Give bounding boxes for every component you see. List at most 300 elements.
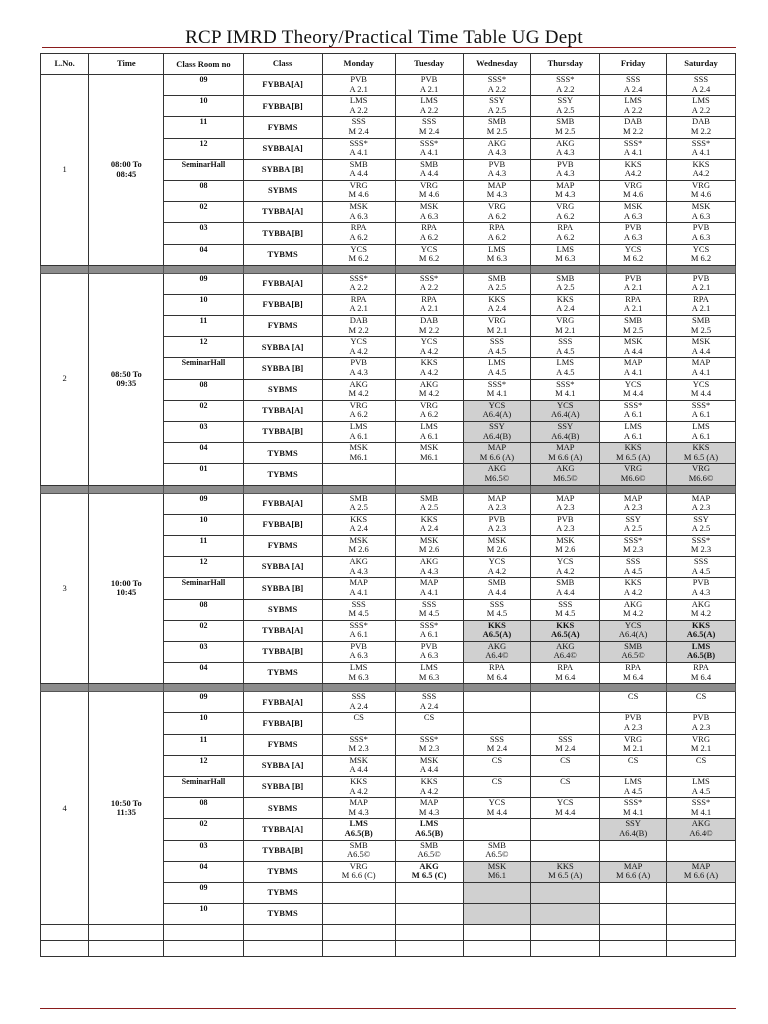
timetable-cell: MAP A 4.1 <box>395 578 463 599</box>
timetable-cell: MAP A 2.3 <box>667 493 736 514</box>
blank-cell <box>89 941 164 957</box>
class-name: SYBMS <box>243 379 322 400</box>
timetable-cell: LMS A 4.5 <box>531 358 600 379</box>
table-row <box>41 75 736 96</box>
timetable-cell: AKG M 4.2 <box>667 599 736 620</box>
timetable-cell: SSS* A 4.1 <box>395 138 463 159</box>
separator-cell <box>667 485 736 493</box>
timetable-cell: KKS M 6.5 (A) <box>600 443 667 464</box>
timetable-cell: VRG M 6.6 (C) <box>322 861 395 882</box>
class-name: TYBBA[B] <box>243 422 322 443</box>
blank-cell <box>463 941 531 957</box>
timetable-cell: SSS M 2.4 <box>322 117 395 138</box>
table-row <box>41 273 736 294</box>
timetable-cell: MAP M 6.6 (A) <box>667 861 736 882</box>
separator-cell <box>164 684 243 692</box>
timetable-cell: VRG A 6.2 <box>322 400 395 421</box>
timetable-cell: SSS A 2.4 <box>600 75 667 96</box>
timetable-cell <box>322 464 395 485</box>
separator-cell <box>89 485 164 493</box>
separator-cell <box>667 265 736 273</box>
timetable-cell: SMB M 2.5 <box>600 316 667 337</box>
timetable-cell: SSY A6.4(B) <box>531 422 600 443</box>
timetable-cell: MSK A 4.4 <box>600 337 667 358</box>
lecture-number: 1 <box>41 75 89 266</box>
timetable-cell: PVB A 2.1 <box>600 273 667 294</box>
timetable-cell: PVB A 2.3 <box>531 514 600 535</box>
timetable-cell: SSS M 4.5 <box>531 599 600 620</box>
timetable-cell: VRG M 2.1 <box>531 316 600 337</box>
timetable-cell: YCS A6.4(A) <box>531 400 600 421</box>
blank-cell <box>600 925 667 941</box>
timetable-cell: SMB M 2.5 <box>667 316 736 337</box>
class-name: TYBBA[A] <box>243 400 322 421</box>
timetable-cell: YCS M 4.4 <box>463 798 531 819</box>
timetable-cell: KKS A4.2 <box>667 159 736 180</box>
class-name: SYBBA[A] <box>243 138 322 159</box>
lecture-number: 2 <box>41 273 89 485</box>
classroom-number: SeminarHall <box>164 159 243 180</box>
timetable-cell: SMB A6.5© <box>395 840 463 861</box>
timetable-cell: YCS A6.4(A) <box>463 400 531 421</box>
timetable-cell: AKG A 4.3 <box>395 557 463 578</box>
timetable-cell: MAP M 4.3 <box>531 180 600 201</box>
class-name: TYBBA[A] <box>243 620 322 641</box>
timetable-cell: PVB A 6.3 <box>322 641 395 662</box>
timetable-cell: AKG M 4.2 <box>322 379 395 400</box>
classroom-number: 01 <box>164 464 243 485</box>
timetable <box>40 53 736 957</box>
timetable-cell: RPA A 2.1 <box>322 294 395 315</box>
timetable-cell: PVB A 4.3 <box>531 159 600 180</box>
timetable-cell: RPA A 6.2 <box>463 223 531 244</box>
timetable-cell: CS <box>531 777 600 798</box>
timetable-cell: DAB M 2.2 <box>667 117 736 138</box>
timetable-cell: SMB A 2.5 <box>395 493 463 514</box>
timetable-cell: SSS* A 4.1 <box>667 138 736 159</box>
separator-cell <box>243 265 322 273</box>
class-name: SYBMS <box>243 798 322 819</box>
page-title: RCP IMRD Theory/Practical Time Table UG Dept <box>185 27 583 48</box>
timetable-cell: CS <box>395 713 463 734</box>
timetable-cell: YCS M 4.4 <box>531 798 600 819</box>
timetable-cell: YCS M 4.4 <box>600 379 667 400</box>
timetable-cell: SSS* M 2.3 <box>322 734 395 755</box>
timetable-cell: SSS M 2.4 <box>531 734 600 755</box>
class-name: FYBBA[A] <box>243 493 322 514</box>
timetable-cell: MSK M6.1 <box>463 861 531 882</box>
separator-cell <box>531 485 600 493</box>
classroom-number: 12 <box>164 337 243 358</box>
class-name: TYBMS <box>243 663 322 684</box>
classroom-number: 10 <box>164 96 243 117</box>
timetable-cell: YCS A 4.2 <box>322 337 395 358</box>
timetable-cell: SSS M 2.4 <box>395 117 463 138</box>
timetable-cell: CS <box>322 713 395 734</box>
timetable-cell: SSS* M 4.1 <box>531 379 600 400</box>
timetable-cell: SMB A 4.4 <box>322 159 395 180</box>
class-name: SYBBA [A] <box>243 337 322 358</box>
classroom-number: 10 <box>164 514 243 535</box>
timetable-cell: SSS* M 4.1 <box>600 798 667 819</box>
timetable-cell: DAB M 2.2 <box>322 316 395 337</box>
timetable-cell: SMB A6.5© <box>322 840 395 861</box>
classroom-number: 08 <box>164 379 243 400</box>
class-name: TYBMS <box>243 244 322 265</box>
separator-cell <box>322 265 395 273</box>
timetable-cell <box>667 840 736 861</box>
separator-cell <box>531 265 600 273</box>
timetable-cell: SSS A 4.5 <box>531 337 600 358</box>
timetable-cell: KKS A 4.2 <box>395 358 463 379</box>
timetable-cell: KKS A 2.4 <box>463 294 531 315</box>
timetable-cell: VRG M 4.6 <box>667 180 736 201</box>
timetable-cell: RPA A 6.2 <box>322 223 395 244</box>
timetable-cell: LMS A6.5(B) <box>667 641 736 662</box>
timetable-cell: LMS A 4.5 <box>463 358 531 379</box>
timetable-cell: MSK A 4.4 <box>322 755 395 776</box>
blank-cell <box>243 941 322 957</box>
separator-cell <box>667 684 736 692</box>
header-lno: L.No. <box>41 54 89 75</box>
timetable-cell: KKS A 2.4 <box>531 294 600 315</box>
timetable-cell <box>600 840 667 861</box>
lecture-time: 08:50 To 09:35 <box>89 273 164 485</box>
timetable-cell: PVB A 2.3 <box>600 713 667 734</box>
timetable-cell: CS <box>600 692 667 713</box>
table-row <box>41 493 736 514</box>
lecture-time: 10:00 To 10:45 <box>89 493 164 684</box>
timetable-cell: KKS A4.2 <box>600 159 667 180</box>
timetable-cell: AKG M 6.5 (C) <box>395 861 463 882</box>
blank-row <box>41 925 736 941</box>
timetable-cell: SSS* A 6.1 <box>322 620 395 641</box>
separator-cell <box>395 684 463 692</box>
timetable-cell: MAP M 6.6 (A) <box>600 861 667 882</box>
timetable-cell: LMS A6.5(B) <box>322 819 395 840</box>
lecture-time: 10:50 To 11:35 <box>89 692 164 925</box>
header-time: Time <box>89 54 164 75</box>
timetable-cell: YCS M 6.2 <box>667 244 736 265</box>
classroom-number: 11 <box>164 734 243 755</box>
timetable-cell <box>531 882 600 903</box>
timetable-cell: SMB A6.5© <box>600 641 667 662</box>
timetable-cell: DAB M 2.2 <box>395 316 463 337</box>
timetable-cell <box>322 904 395 925</box>
timetable-cell: AKG A 4.3 <box>322 557 395 578</box>
timetable-cell: LMS A 2.2 <box>322 96 395 117</box>
timetable-cell: MSK M 2.6 <box>531 535 600 556</box>
classroom-number: 04 <box>164 861 243 882</box>
separator-cell <box>531 684 600 692</box>
blank-cell <box>243 925 322 941</box>
blank-cell <box>667 925 736 941</box>
classroom-number: 03 <box>164 223 243 244</box>
classroom-number: 10 <box>164 904 243 925</box>
timetable-cell: LMS A 2.2 <box>600 96 667 117</box>
separator-cell <box>395 265 463 273</box>
classroom-number: 03 <box>164 840 243 861</box>
timetable-cell: MSK M 2.6 <box>463 535 531 556</box>
separator-cell <box>322 684 395 692</box>
timetable-cell: MSK M6.1 <box>395 443 463 464</box>
timetable-cell: SSS* M 4.1 <box>463 379 531 400</box>
timetable-cell: RPA A 6.2 <box>395 223 463 244</box>
lecture-number: 3 <box>41 493 89 684</box>
timetable-cell: SSS M 4.5 <box>322 599 395 620</box>
header-saturday: Saturday <box>667 54 736 75</box>
timetable-cell: MSK M6.1 <box>322 443 395 464</box>
timetable-cell: KKS A 4.2 <box>322 777 395 798</box>
timetable-cell: KKS A6.5(A) <box>463 620 531 641</box>
timetable-cell: PVB A 2.3 <box>463 514 531 535</box>
classroom-number: 08 <box>164 599 243 620</box>
timetable-cell: LMS M 6.3 <box>463 244 531 265</box>
timetable-cell: MSK A 4.4 <box>395 755 463 776</box>
separator-cell <box>463 684 531 692</box>
timetable-cell: SSS A 4.5 <box>463 337 531 358</box>
timetable-cell <box>531 840 600 861</box>
class-name: FYBMS <box>243 117 322 138</box>
timetable-cell <box>531 713 600 734</box>
blank-cell <box>600 941 667 957</box>
timetable-cell: SSY A 2.5 <box>667 514 736 535</box>
classroom-number: SeminarHall <box>164 777 243 798</box>
timetable-cell: KKS A 2.4 <box>322 514 395 535</box>
header-monday: Monday <box>322 54 395 75</box>
class-name: FYBBA[B] <box>243 713 322 734</box>
timetable-cell: SMB A6.5© <box>463 840 531 861</box>
header-tuesday: Tuesday <box>395 54 463 75</box>
classroom-number: 09 <box>164 882 243 903</box>
timetable-cell: MAP A 4.1 <box>600 358 667 379</box>
separator-cell <box>600 684 667 692</box>
blank-cell <box>395 941 463 957</box>
header-class: Class <box>243 54 322 75</box>
timetable-cell: SSS M 4.5 <box>463 599 531 620</box>
class-name: TYBBA[B] <box>243 641 322 662</box>
timetable-cell: LMS A 6.1 <box>667 422 736 443</box>
separator-cell <box>164 485 243 493</box>
classroom-number: 09 <box>164 493 243 514</box>
timetable-body <box>41 75 736 957</box>
timetable-cell: VRG M 2.1 <box>600 734 667 755</box>
timetable-cell: YCS A 4.2 <box>395 337 463 358</box>
timetable-cell: SSS* A 6.1 <box>667 400 736 421</box>
timetable-cell: KKS M 6.5 (A) <box>667 443 736 464</box>
timetable-cell <box>667 882 736 903</box>
class-name: FYBBA[B] <box>243 96 322 117</box>
timetable-cell: VRG M6.6© <box>600 464 667 485</box>
timetable-cell: AKG A 4.3 <box>531 138 600 159</box>
blank-cell <box>89 925 164 941</box>
separator-cell <box>41 684 89 692</box>
timetable-cell: CS <box>667 692 736 713</box>
timetable-cell: SMB A 2.5 <box>531 273 600 294</box>
class-name: TYBMS <box>243 904 322 925</box>
timetable-cell: CS <box>667 755 736 776</box>
timetable-cell: CS <box>463 777 531 798</box>
timetable-cell: YCS M 6.2 <box>600 244 667 265</box>
timetable-cell: MAP A 2.3 <box>600 493 667 514</box>
timetable-cell: PVB A 2.1 <box>322 75 395 96</box>
timetable-cell: KKS A 4.2 <box>395 777 463 798</box>
classroom-number: 03 <box>164 422 243 443</box>
timetable-cell: RPA M 6.4 <box>667 663 736 684</box>
timetable-cell: RPA M 6.4 <box>600 663 667 684</box>
timetable-cell: SSS* M 2.3 <box>395 734 463 755</box>
separator-cell <box>89 265 164 273</box>
class-name: TYBMS <box>243 443 322 464</box>
separator-cell <box>600 265 667 273</box>
footer-rule <box>40 1008 736 1009</box>
separator-row <box>41 684 736 692</box>
timetable-cell: YCS A 4.2 <box>463 557 531 578</box>
blank-cell <box>164 925 243 941</box>
timetable-cell: SSY A 2.5 <box>531 96 600 117</box>
timetable-cell: VRG A 6.2 <box>531 202 600 223</box>
timetable-cell: MAP A 2.3 <box>463 493 531 514</box>
timetable-cell: SSS* A 6.1 <box>600 400 667 421</box>
classroom-number: 02 <box>164 819 243 840</box>
separator-cell <box>463 485 531 493</box>
timetable-cell: SSS* A 2.2 <box>395 273 463 294</box>
timetable-cell: LMS A 6.1 <box>600 422 667 443</box>
classroom-number: 11 <box>164 316 243 337</box>
timetable-cell: RPA A 6.2 <box>531 223 600 244</box>
timetable-cell: LMS M 6.3 <box>322 663 395 684</box>
classroom-number: 09 <box>164 692 243 713</box>
classroom-number: 12 <box>164 138 243 159</box>
timetable-cell: AKG M6.5© <box>463 464 531 485</box>
classroom-number: 02 <box>164 400 243 421</box>
blank-cell <box>531 925 600 941</box>
classroom-number: 04 <box>164 663 243 684</box>
timetable-cell: SSS A 4.5 <box>667 557 736 578</box>
timetable-cell: MSK A 6.3 <box>395 202 463 223</box>
timetable-cell: SMB A 2.5 <box>322 493 395 514</box>
class-name: SYBMS <box>243 599 322 620</box>
timetable-cell: SSS M 2.4 <box>463 734 531 755</box>
class-name: TYBBA[B] <box>243 840 322 861</box>
separator-cell <box>41 485 89 493</box>
class-name: SYBMS <box>243 180 322 201</box>
class-name: FYBBA[A] <box>243 692 322 713</box>
timetable-cell: YCS M 6.2 <box>322 244 395 265</box>
timetable-cell <box>531 904 600 925</box>
timetable-cell: PVB A 2.1 <box>395 75 463 96</box>
classroom-number: 11 <box>164 117 243 138</box>
timetable-cell: SSY A6.4(B) <box>600 819 667 840</box>
timetable-cell <box>463 692 531 713</box>
timetable-cell <box>667 904 736 925</box>
separator-cell <box>463 265 531 273</box>
timetable-cell <box>463 904 531 925</box>
timetable-cell: VRG M 2.1 <box>463 316 531 337</box>
timetable-cell: SSS* A 2.2 <box>531 75 600 96</box>
timetable-cell: SSS* A 4.1 <box>322 138 395 159</box>
class-name: SYBBA [B] <box>243 777 322 798</box>
lecture-number: 4 <box>41 692 89 925</box>
timetable-cell: CS <box>463 755 531 776</box>
timetable-cell: LMS A 2.2 <box>667 96 736 117</box>
separator-cell <box>600 485 667 493</box>
class-name: SYBBA [A] <box>243 755 322 776</box>
blank-cell <box>667 941 736 957</box>
timetable-cell: YCS M 4.4 <box>667 379 736 400</box>
timetable-cell: KKS A6.5(A) <box>531 620 600 641</box>
blank-cell <box>531 941 600 957</box>
timetable-cell: MSK A 6.3 <box>667 202 736 223</box>
classroom-number: 04 <box>164 443 243 464</box>
timetable-cell: RPA M 6.4 <box>463 663 531 684</box>
timetable-cell: AKG A6.4© <box>531 641 600 662</box>
header-wednesday: Wednesday <box>463 54 531 75</box>
timetable-cell <box>463 882 531 903</box>
blank-cell <box>322 925 395 941</box>
classroom-number: SeminarHall <box>164 578 243 599</box>
timetable-cell: SSS* A 2.2 <box>322 273 395 294</box>
timetable-cell: SMB A 2.5 <box>463 273 531 294</box>
timetable-cell: MSK A 6.3 <box>322 202 395 223</box>
timetable-cell: KKS M 6.5 (A) <box>531 861 600 882</box>
classroom-number: SeminarHall <box>164 358 243 379</box>
timetable-cell: RPA A 2.1 <box>667 294 736 315</box>
classroom-number: 03 <box>164 641 243 662</box>
timetable-cell: YCS A6.4(A) <box>600 620 667 641</box>
timetable-cell: MAP A 2.3 <box>531 493 600 514</box>
title-rule <box>42 47 736 48</box>
class-name: TYBBA[B] <box>243 223 322 244</box>
timetable-cell: VRG M 4.6 <box>600 180 667 201</box>
timetable-cell: MSK A 4.4 <box>667 337 736 358</box>
timetable-cell: VRG M 4.6 <box>322 180 395 201</box>
timetable-cell: SSS* A 4.1 <box>600 138 667 159</box>
timetable-cell: PVB A 2.3 <box>667 713 736 734</box>
timetable-cell: SMB M 2.5 <box>463 117 531 138</box>
separator-row <box>41 485 736 493</box>
timetable-cell: SSY A 2.5 <box>463 96 531 117</box>
timetable-cell: KKS A6.5(A) <box>667 620 736 641</box>
class-name: TYBBA[A] <box>243 819 322 840</box>
timetable-cell: MAP M 4.3 <box>395 798 463 819</box>
classroom-number: 12 <box>164 755 243 776</box>
separator-cell <box>322 485 395 493</box>
blank-cell <box>322 941 395 957</box>
separator-cell <box>89 684 164 692</box>
timetable-cell: LMS A 2.2 <box>395 96 463 117</box>
timetable-cell: CS <box>531 755 600 776</box>
timetable-cell: SSS* M 2.3 <box>600 535 667 556</box>
timetable-cell: SSS A 2.4 <box>322 692 395 713</box>
timetable-cell: PVB A 4.3 <box>667 578 736 599</box>
timetable-cell: MAP M 4.3 <box>463 180 531 201</box>
separator-cell <box>395 485 463 493</box>
timetable-cell: MSK A 6.3 <box>600 202 667 223</box>
blank-cell <box>463 925 531 941</box>
blank-cell <box>395 925 463 941</box>
timetable-cell: MAP A 4.1 <box>322 578 395 599</box>
separator-cell <box>243 684 322 692</box>
timetable-cell: RPA A 2.1 <box>395 294 463 315</box>
timetable-cell: LMS A6.5(B) <box>395 819 463 840</box>
timetable-cell: MSK M 2.6 <box>322 535 395 556</box>
timetable-cell: SSS A 2.4 <box>395 692 463 713</box>
classroom-number: 10 <box>164 713 243 734</box>
blank-cell <box>41 925 89 941</box>
timetable-cell: SSS A 2.4 <box>667 75 736 96</box>
timetable-cell: MAP M 4.3 <box>322 798 395 819</box>
